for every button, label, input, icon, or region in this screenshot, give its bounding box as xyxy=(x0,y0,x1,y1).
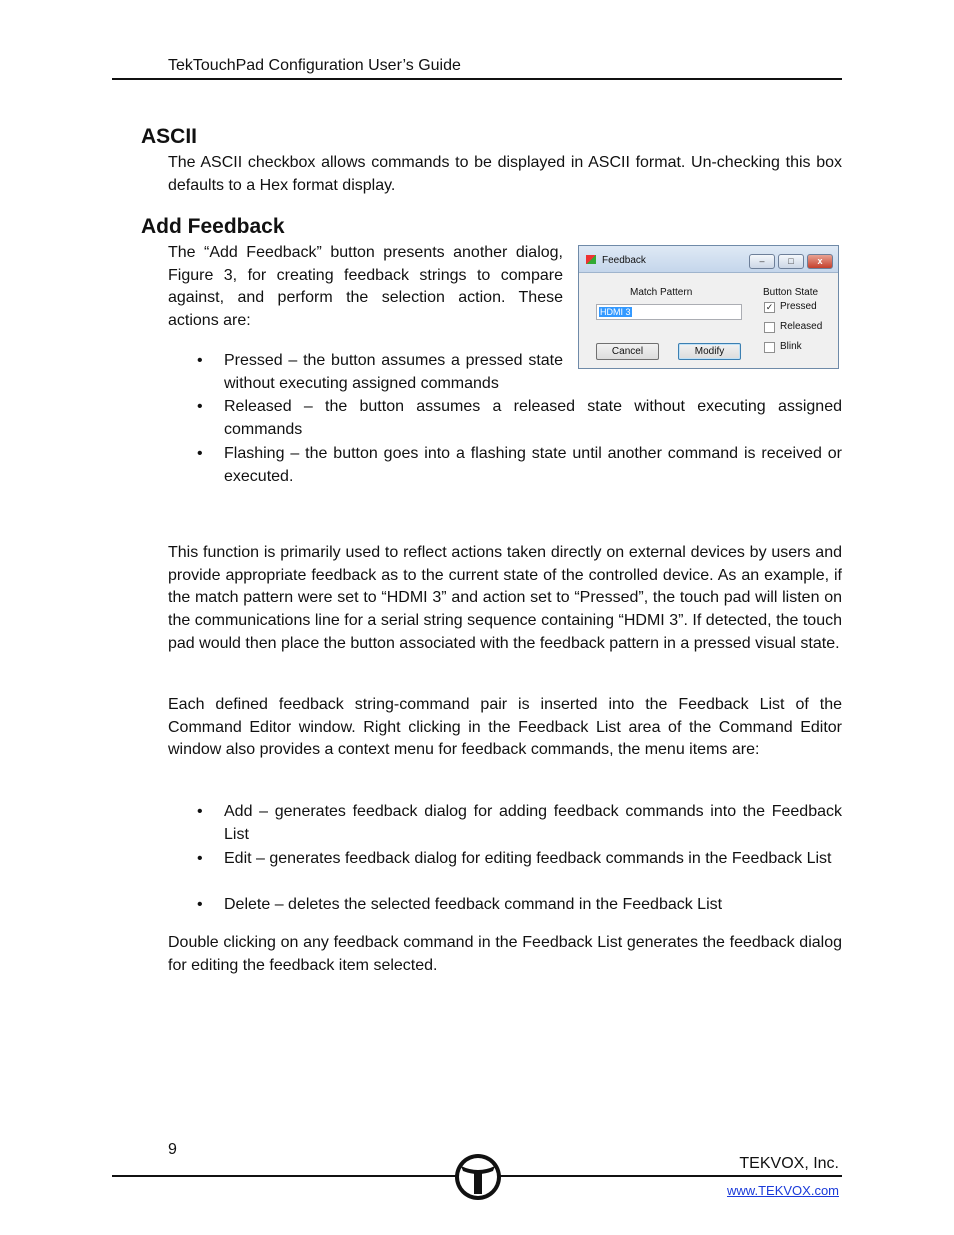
maximize-icon[interactable]: □ xyxy=(778,254,804,269)
bullet-marker: • xyxy=(197,445,203,462)
bullet-marker: • xyxy=(197,352,203,369)
dialog-title-bar xyxy=(579,246,838,273)
match-pattern-value: HDMI 3 xyxy=(600,307,631,317)
running-header: TekTouchPad Configuration User’s Guide xyxy=(168,57,461,74)
button-state-label: Button State xyxy=(763,287,819,298)
match-pattern-input[interactable] xyxy=(596,304,742,320)
dialog-title: Feedback xyxy=(602,255,646,266)
feedback-list-paragraph: Each defined feedback string-command pair is inserted into the Feedback List of the Command Editor window. Right clicking in the Feedback List area of the Command Editor window also provides a context menu for feedback commands, the menu items are: xyxy=(168,696,842,759)
bullet-released: Released – the button assumes a released state without executing assigned commands xyxy=(224,398,842,438)
feedback-dialog xyxy=(578,245,839,369)
match-pattern-label: Match Pattern xyxy=(630,287,693,298)
website-link[interactable]: www.TEKVOX.com xyxy=(727,1183,839,1198)
bullet-delete: Delete – deletes the selected feedback command in the Feedback List xyxy=(224,896,723,913)
bullet-edit: Edit – generates feedback dialog for editing feedback commands in the Feedback List xyxy=(224,850,832,867)
header-rule xyxy=(112,78,842,80)
close-icon[interactable]: x xyxy=(807,254,833,269)
app-icon xyxy=(586,255,596,264)
cancel-button[interactable]: Cancel xyxy=(596,343,659,360)
section-heading-add-feedback: Add Feedback xyxy=(141,215,285,238)
section-heading-ascii: ASCII xyxy=(141,125,198,148)
bullet-marker: • xyxy=(197,850,203,867)
ascii-paragraph: The ASCII checkbox allows commands to be displayed in ASCII format. Un-checking this box defaults to a Hex format display. xyxy=(168,154,842,194)
bullet-add: Add – generates feedback dialog for adding feedback commands into the Feedback List xyxy=(224,803,842,843)
released-checkbox[interactable] xyxy=(764,322,775,333)
blink-checkbox-label: Blink xyxy=(780,341,802,352)
tekvox-logo-icon xyxy=(453,1152,503,1202)
bullet-marker: • xyxy=(197,398,203,415)
pressed-checkbox[interactable]: ✓ xyxy=(765,302,774,312)
add-feedback-intro: The “Add Feedback” button presents another dialog, Figure 3, for creating feedback strings to compare against, and perform the selection action. These actions are: xyxy=(168,244,563,330)
blink-checkbox[interactable] xyxy=(764,342,775,353)
bullet-marker: • xyxy=(197,803,203,820)
function-paragraph: This function is primarily used to reflect actions taken directly on external devices by users and provide appropriate feedback as to the current state of the controlled device. As an example, if the match pattern were set to “HDMI 3” and action set to “Pressed”, the touch pad will listen on the communications line for a serial string sequence containing “HDMI 3”. If detected, the touch pad would then place the button associated with the feedback pattern in a pressed visual state. xyxy=(168,544,842,652)
company-name: TEKVOX, Inc. xyxy=(739,1155,839,1172)
modify-button[interactable]: Modify xyxy=(678,343,741,360)
double-click-paragraph: Double clicking on any feedback command in the Feedback List generates the feedback dialog for editing the feedback item selected. xyxy=(168,934,842,974)
bullet-flashing: Flashing – the button goes into a flashing state until another command is received or executed. xyxy=(224,445,842,485)
pressed-checkbox-label: Pressed xyxy=(780,301,817,312)
bullet-pressed: Pressed – the button assumes a pressed state without executing assigned commands xyxy=(224,352,563,392)
released-checkbox-label: Released xyxy=(780,321,823,332)
page-number: 9 xyxy=(168,1141,177,1158)
minimize-icon[interactable]: – xyxy=(749,254,775,269)
bullet-marker: • xyxy=(197,896,203,913)
